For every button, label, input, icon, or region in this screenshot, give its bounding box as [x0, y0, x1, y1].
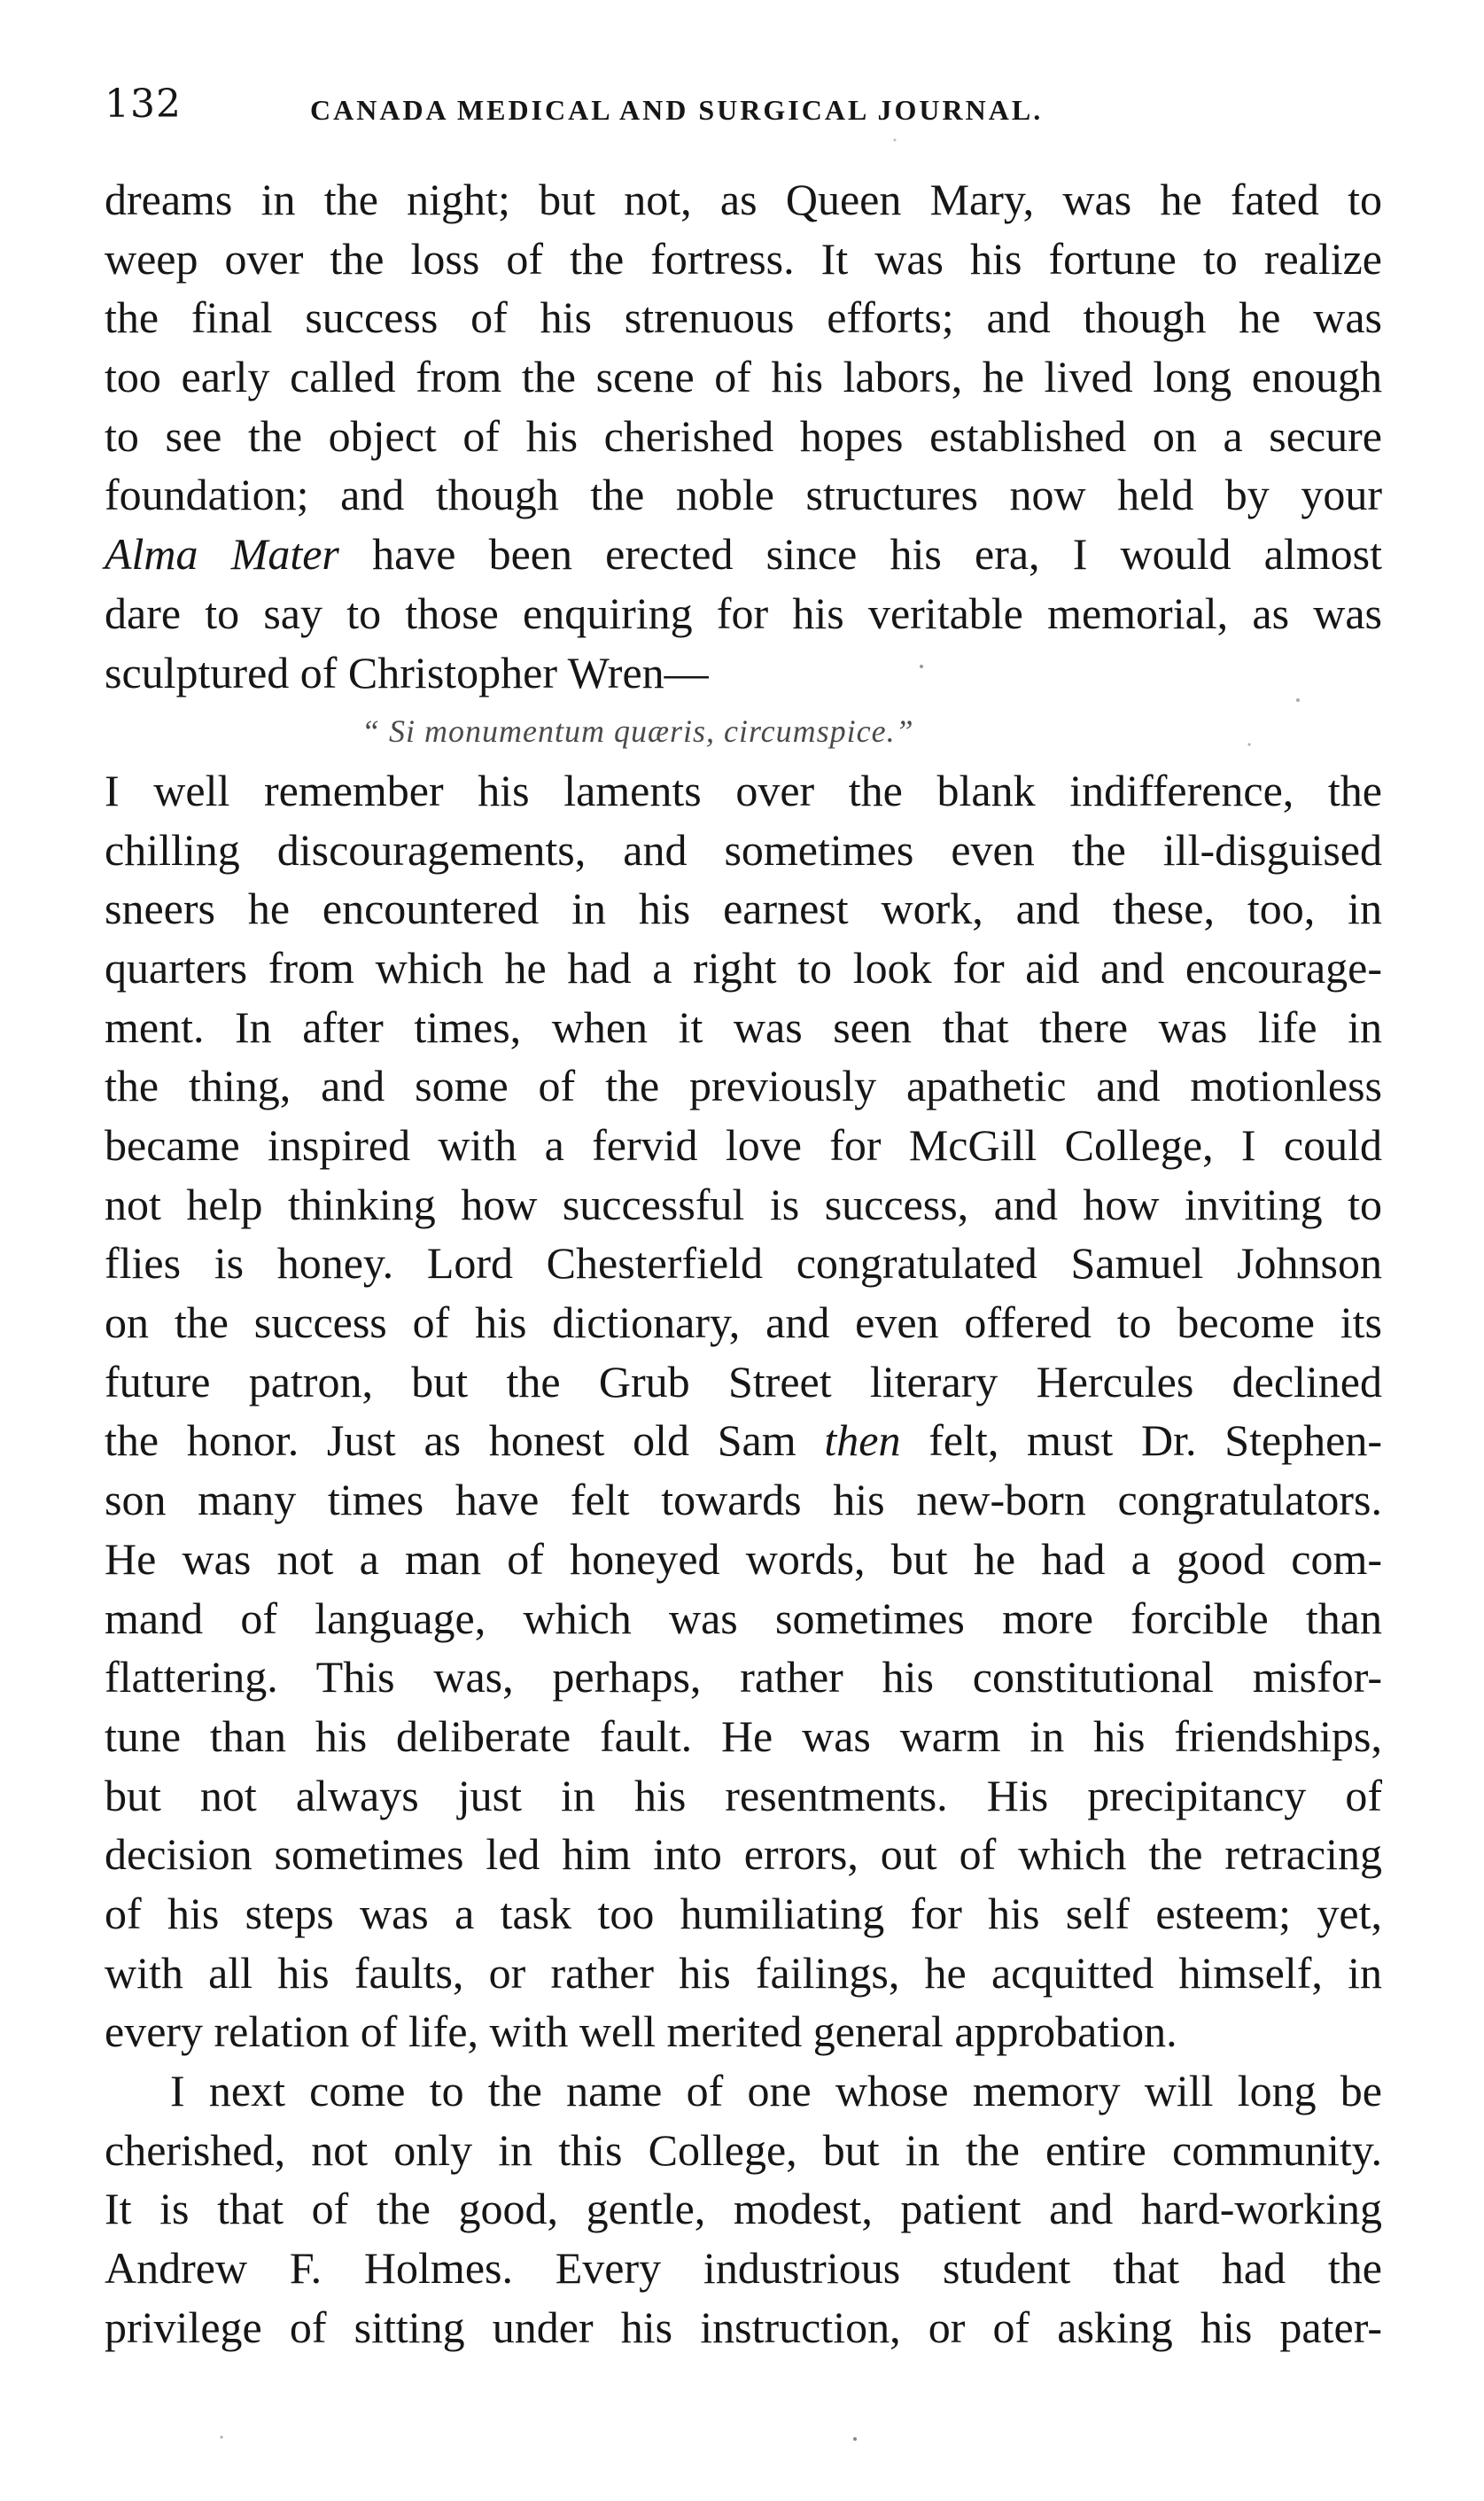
- text-line: sculptured of Christopher Wren—: [105, 647, 709, 697]
- latin-quote: “ Si monumentum quæris, circumspice.”: [361, 713, 914, 750]
- text-line: of his steps was a task too humiliating for his self esteem; yet,: [105, 1888, 1382, 1938]
- text-line: too early called from the scene of his labors, he lived long enough: [105, 352, 1382, 402]
- text-line: son many times have felt towards his new-born congratulators.: [105, 1475, 1382, 1525]
- text-line: decision sometimes led him into errors, out of which the retracing: [105, 1829, 1382, 1880]
- latin-quote-line: [105, 702, 1382, 761]
- text-line: dreams in the night; but not, as Queen Mary, was he fated to: [105, 175, 1382, 224]
- text-line: on the success of his dictionary, and even offered to become its: [105, 1297, 1382, 1348]
- italic-segment: then: [824, 1415, 901, 1466]
- text-line: chilling discouragements, and sometimes even the ill-disguised: [105, 824, 1382, 875]
- text-line: [105, 525, 1382, 584]
- text-line: but not always just in his resentments. His precipitancy of: [105, 1770, 1382, 1820]
- text-line: mand of language, which was sometimes more forcible than: [105, 1593, 1382, 1643]
- text-line: cherished, not only in this College, but in the entire community.: [105, 2124, 1382, 2175]
- text-segment: felt, must Dr. Stephen-: [900, 1415, 1382, 1466]
- text-line: privilege of sitting under his instruction, or of asking his pater-: [105, 2302, 1382, 2352]
- text-segment: the honor. Just as honest old Sam: [105, 1415, 825, 1466]
- text-line: flattering. This was, perhaps, rather his constitutional misfor-: [105, 1652, 1382, 1702]
- text-line: ment. In after times, when it was seen that there was life in: [105, 1001, 1382, 1052]
- page-number: 132: [105, 82, 182, 127]
- text-line: became inspired with a fervid love for McGill College, I could: [105, 1120, 1382, 1170]
- text-line: [105, 1411, 1382, 1470]
- text-line: He was not a man of honeyed words, but he had a good com-: [105, 1533, 1382, 1584]
- body-text: [105, 170, 1382, 2357]
- text-segment: have been erected since his era, I would almost: [338, 529, 1383, 580]
- text-line: It is that of the good, gentle, modest, patient and hard-working: [105, 2184, 1382, 2234]
- text-line: every relation of life, with well merited general approbation.: [105, 2006, 1177, 2057]
- text-line: flies is honey. Lord Chesterfield congratulated Samuel Johnson: [105, 1238, 1382, 1289]
- text-line: not help thinking how successful is success, and how inviting to: [105, 1179, 1382, 1229]
- text-line: foundation; and though the noble structures now held by your: [105, 470, 1382, 520]
- text-line: weep over the loss of the fortress. It was his fortune to realize: [105, 233, 1382, 284]
- text-line: I well remember his laments over the blank indifference, the: [105, 765, 1382, 815]
- text-line: dare to say to those enquiring for his veritable memorial, as was: [105, 588, 1382, 638]
- text-line: I next come to the name of one whose memory will long be: [170, 2066, 1382, 2115]
- text-line: sneers he encountered in his earnest work, and these, too, in: [105, 884, 1382, 934]
- text-line: the final success of his strenuous efforts; and though he was: [105, 292, 1382, 343]
- italic-segment: Alma Mater: [105, 529, 339, 580]
- text-line: future patron, but the Grub Street literary Hercules declined: [105, 1356, 1382, 1406]
- text-line: to see the object of his cherished hopes established on a secure: [105, 410, 1382, 461]
- running-head: [105, 82, 1380, 144]
- text-line: with all his faults, or rather his failings, he acquitted himself, in: [105, 1947, 1382, 1998]
- text-line: tune than his deliberate fault. He was warm in his friendships,: [105, 1710, 1382, 1761]
- journal-title: CANADA MEDICAL AND SURGICAL JOURNAL.: [310, 94, 1044, 126]
- text-line: Andrew F. Holmes. Every industrious student that had the: [105, 2243, 1382, 2294]
- text-line: the thing, and some of the previously apathetic and motionless: [105, 1061, 1382, 1111]
- text-line: quarters from which he had a right to look for aid and encourage-: [105, 942, 1382, 993]
